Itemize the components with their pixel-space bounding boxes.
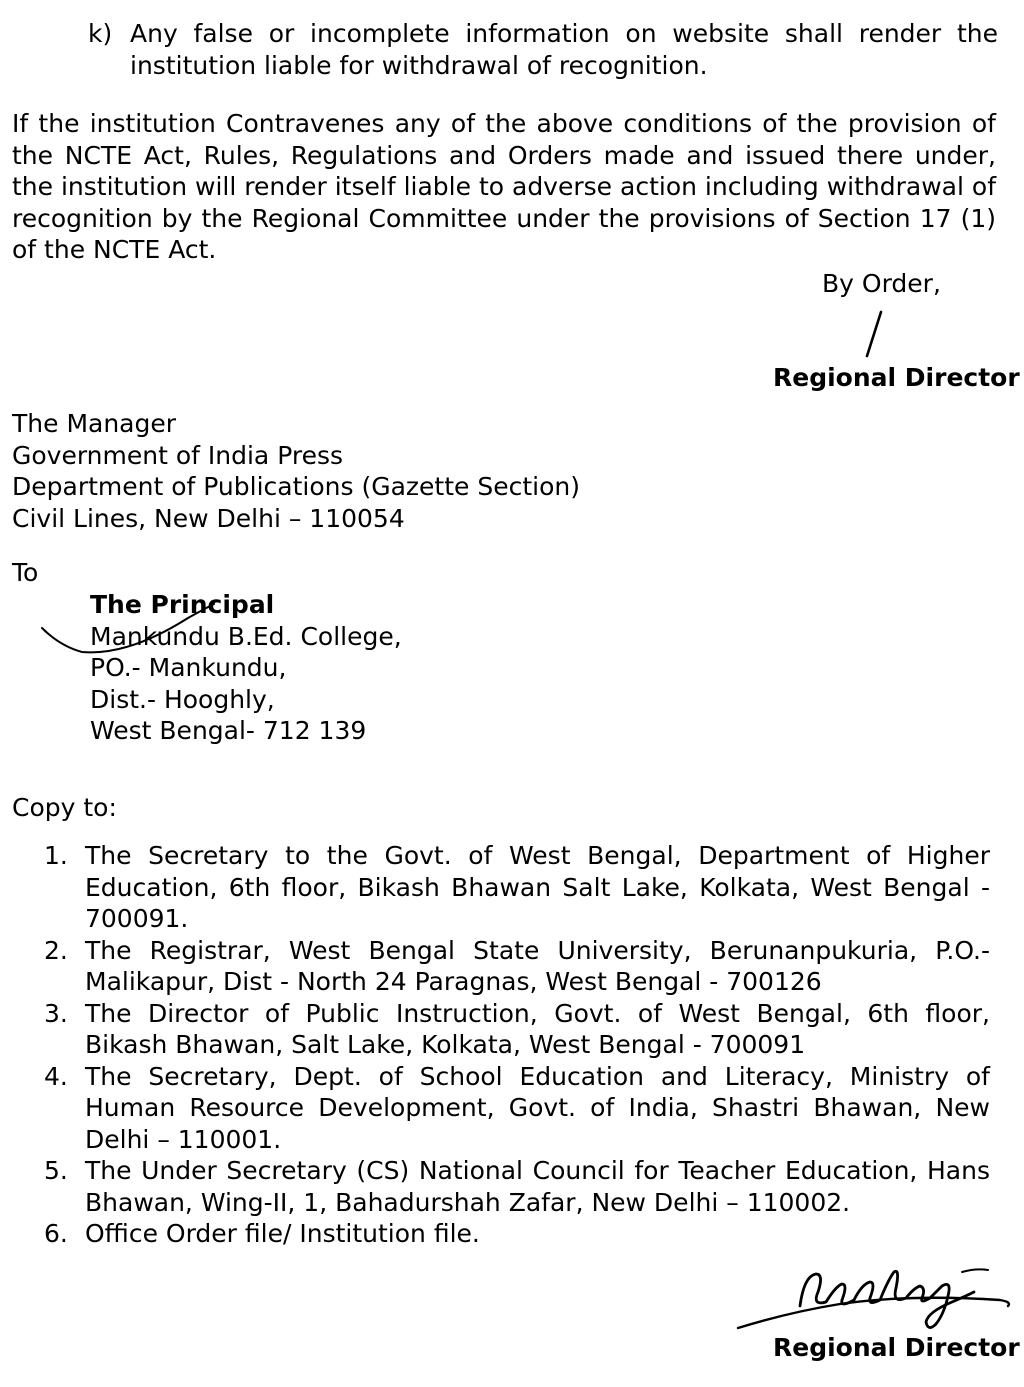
condition-item-marker: k) — [88, 19, 113, 48]
list-item-number: 5. — [44, 1156, 68, 1185]
recipient-line: PO.- Mankundu, — [90, 653, 287, 682]
addressee-line: Government of India Press — [12, 440, 343, 470]
list-item-number: 1. — [44, 841, 68, 870]
list-item-number: 3. — [44, 998, 68, 1028]
list-item — [44, 1218, 990, 1250]
list-item-text: The Secretary to the Govt. of West Bengal, Department of Higher Education, 6th floor, Bikash Bhawan Salt Lake, Kolkata, West Bengal - 700091. — [85, 841, 990, 933]
list-item — [44, 998, 990, 1061]
addressee-line: Department of Publications (Gazette Section) — [12, 472, 580, 501]
recipient-line: West Bengal- 712 139 — [90, 716, 367, 745]
to-label: To — [12, 558, 39, 587]
addressee-block — [12, 408, 712, 534]
addressee-line: The Manager — [12, 409, 177, 438]
handwritten-signature-icon — [730, 1262, 1015, 1334]
contravention-paragraph: If the institution Contravenes any of the above conditions of the provision of the NCTE Act, Rules, Regulations and Orders made and issued there under, the institution will render itself liable to adverse action including withdrawal of recognition by the Regional Committee under the provisions of Section 17 (1) of the NCTE Act. — [12, 109, 996, 264]
condition-item-text: Any false or incomplete information on website shall render the institution liable for withdrawal of recognition. — [130, 19, 998, 80]
recipient-title: The Principal — [90, 590, 275, 619]
list-item-text: The Under Secretary (CS) National Council for Teacher Education, Hans Bhawan, Wing-II, 1, Bahadurshah Zafar, New Delhi – 110002. — [85, 1156, 990, 1217]
regional-director-title: Regional Director — [773, 363, 1020, 392]
recipient-line: Mankundu B.Ed. College, — [90, 621, 402, 651]
recipient-line: Dist.- Hooghly, — [90, 684, 275, 714]
pen-tick-mark-icon — [38, 598, 278, 658]
list-item-text: The Secretary, Dept. of School Education and Literacy, Ministry of Human Resource Development, Govt. of India, Shastri Bhawan, New Delhi – 110001. — [85, 1061, 990, 1154]
list-item — [44, 1155, 990, 1218]
list-item — [44, 1061, 990, 1156]
signature-slash-icon — [864, 310, 884, 358]
copy-to-list — [44, 840, 990, 1250]
list-item-number: 6. — [44, 1219, 68, 1248]
condition-item-k — [88, 18, 998, 81]
list-item-number: 4. — [44, 1061, 68, 1091]
list-item-text: Office Order file/ Institution file. — [85, 1219, 480, 1248]
addressee-line: Civil Lines, New Delhi – 110054 — [12, 503, 405, 533]
footer-regional-director-title: Regional Director — [773, 1333, 1020, 1362]
by-order-text: By Order, — [822, 269, 941, 298]
list-item — [44, 935, 990, 998]
list-item-number: 2. — [44, 935, 68, 965]
list-item-text: The Director of Public Instruction, Govt. of West Bengal, 6th floor, Bikash Bhawan, Salt Lake, Kolkata, West Bengal - 700091 — [85, 998, 990, 1059]
copy-to-label: Copy to: — [12, 793, 117, 822]
list-item — [44, 840, 990, 935]
list-item-text: The Registrar, West Bengal State University, Berunanpukuria, P.O.- Malikapur, Dist - North 24 Paragnas, West Bengal - 700126 — [85, 935, 990, 996]
